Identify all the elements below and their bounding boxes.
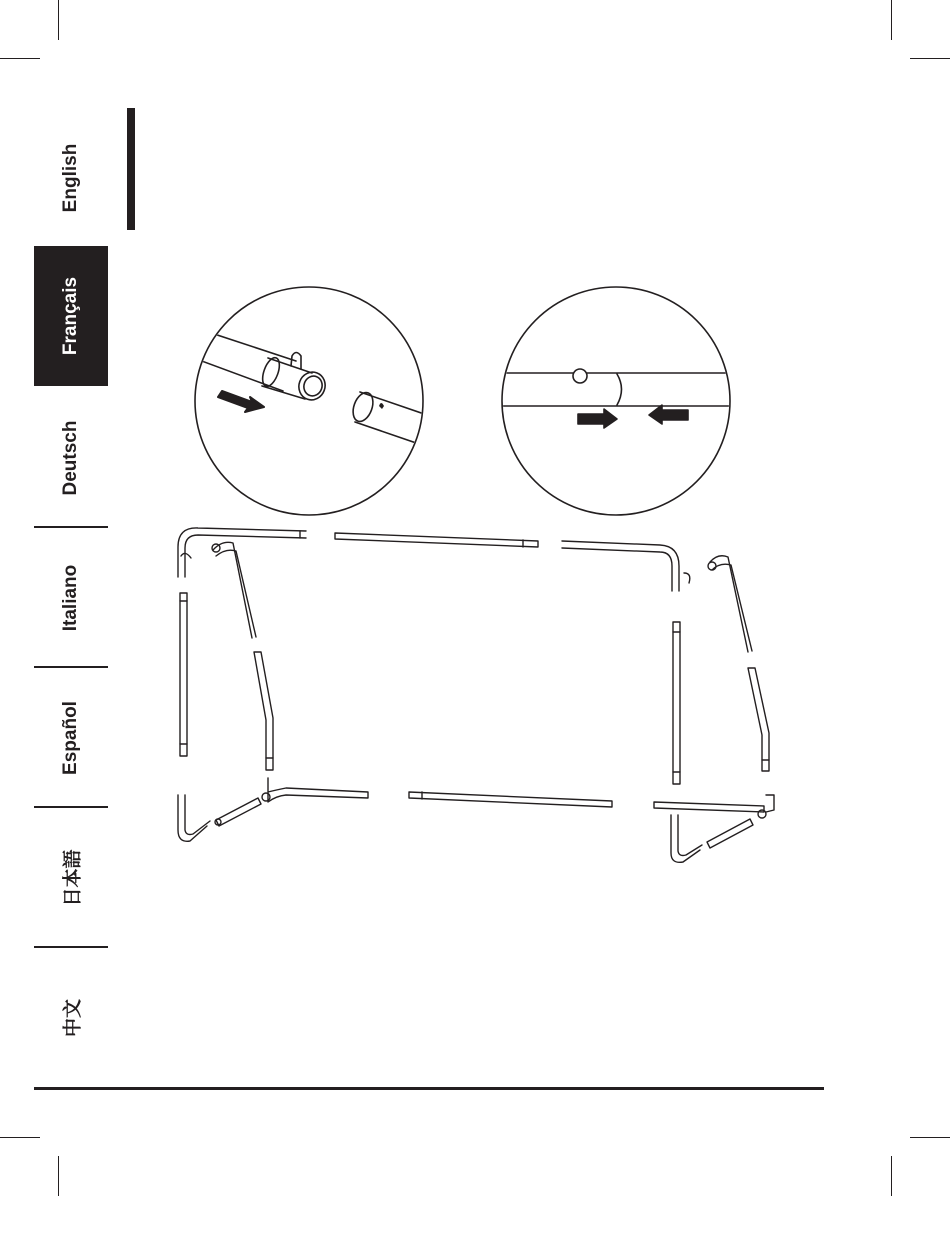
tab-label: English bbox=[60, 143, 81, 213]
detail-right bbox=[495, 287, 740, 515]
footer-rule bbox=[34, 1087, 824, 1090]
tab-label: Italiano bbox=[60, 564, 81, 632]
tab-label: Español bbox=[60, 701, 81, 775]
detail-left bbox=[180, 287, 430, 515]
tab-label: 日本語 bbox=[62, 849, 84, 907]
tab-label: 中文 bbox=[62, 998, 84, 1038]
goal-frame bbox=[178, 528, 774, 862]
tab-label: Deutsch bbox=[60, 420, 81, 496]
tab-label: Français bbox=[60, 276, 81, 356]
